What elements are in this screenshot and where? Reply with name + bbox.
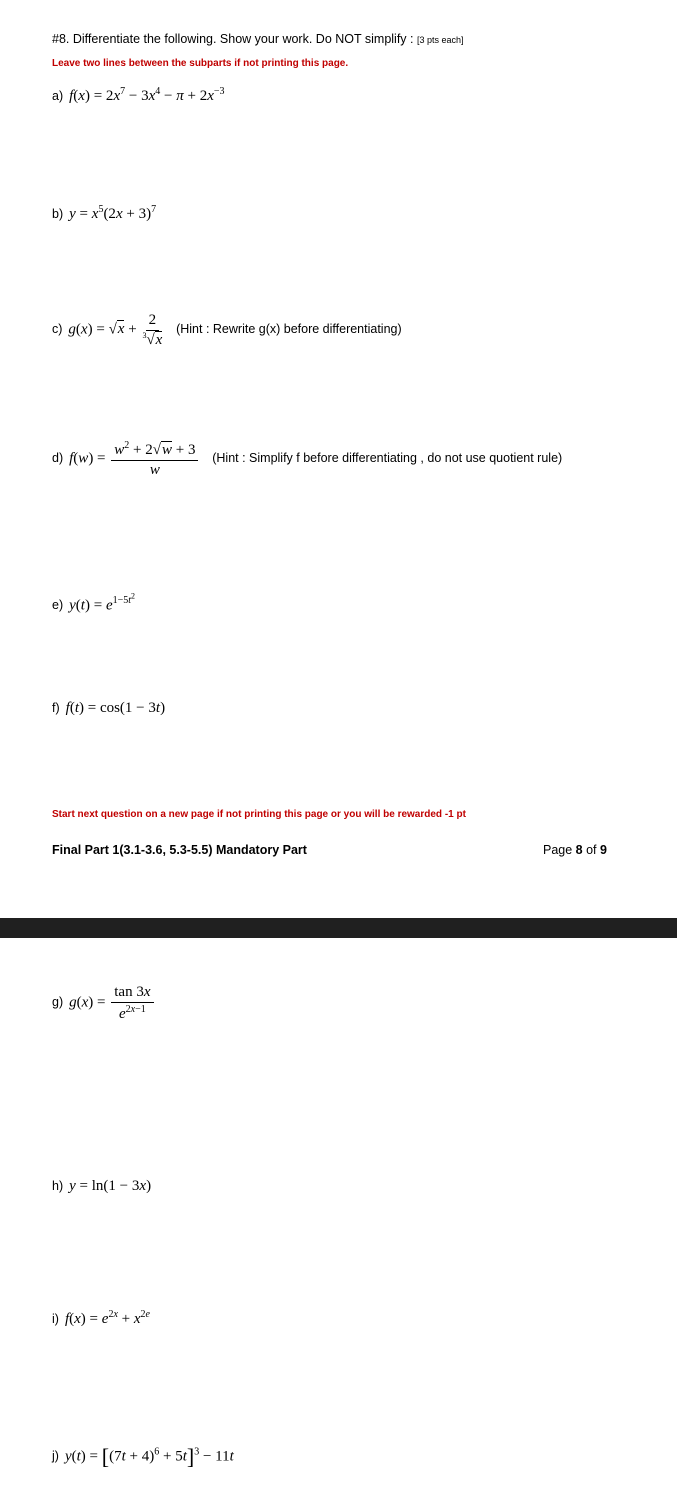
page-divider	[0, 918, 677, 938]
question-text: #8. Differentiate the following. Show your work. Do NOT simplify :	[52, 32, 414, 46]
warning-text: Start next question on a new page if not printing this page or you will be rewarded -1 pt	[52, 809, 466, 820]
fraction-g: $\frac{\tan 3x}{e^{2x-1}}$	[111, 984, 153, 1022]
problem-b-label: b)	[52, 207, 64, 221]
page-of: of	[582, 843, 600, 857]
problem-i: i) $f(x) = e^{2x} + x^{2e}$	[52, 1309, 150, 1327]
footer-course: Final Part 1(3.1-3.6, 5.3-5.5) Mandatory Part	[52, 843, 307, 857]
problem-h-label: h)	[52, 1179, 64, 1193]
problem-g: g) g(x) = $\frac{\tan 3x}{e^{2x-1}}$	[52, 984, 156, 1022]
problem-h: h) y = ln(1 − 3x)	[52, 1178, 152, 1194]
question-heading	[52, 32, 464, 46]
page-number	[543, 843, 607, 857]
instruction-text: Leave two lines between the subparts if not printing this page.	[52, 58, 349, 69]
problem-c: c) g(x) = √x + $\frac{2}{^3√x}$ (Hint : Rewrite g(x) before differentiating)	[52, 312, 402, 348]
problem-f-label: f)	[52, 701, 60, 715]
problem-g-label: g)	[52, 995, 64, 1010]
problem-b: b) $y = x^5(2x + 3)^7$	[52, 204, 157, 222]
hint-d: (Hint : Simplify f before differentiating , do not use quotient rule)	[212, 451, 563, 466]
page-total: 9	[600, 843, 607, 857]
problem-j: j) $y(t) = [(7t + 4)^6 + 5t]^3 - 11t$	[52, 1444, 234, 1469]
problem-c-label: c)	[52, 322, 63, 337]
page-prefix: Page	[543, 843, 576, 857]
problem-d-label: d)	[52, 451, 64, 466]
problem-a: a) $f(x) = 2x^7 - 3x^4 - \pi + 2x^{-3}$	[52, 86, 225, 104]
question-points: [3 pts each]	[416, 35, 464, 45]
problem-a-label: a)	[52, 89, 64, 103]
page-current: 8	[575, 843, 583, 857]
problem-i-label: i)	[52, 1312, 59, 1326]
problem-d: d) f(w) = $\frac{w^2 + 2√w + 3}{w}$ (Hint : Simplify f before differentiating , do not use quotient rule)	[52, 440, 563, 478]
fraction-c: $\frac{2}{^3√x}$	[142, 312, 163, 348]
problem-e-label: e)	[52, 598, 64, 613]
problem-e: e) $y(t) = e^{1-5t^2}$	[52, 592, 136, 614]
fraction-d: $\frac{w^2 + 2√w + 3}{w}$	[111, 440, 198, 478]
problem-f: f) f(t) = cos(1 − 3t)	[52, 700, 166, 716]
hint-c: (Hint : Rewrite g(x) before differentiating)	[176, 322, 402, 337]
problem-j-label: j)	[52, 1449, 59, 1464]
